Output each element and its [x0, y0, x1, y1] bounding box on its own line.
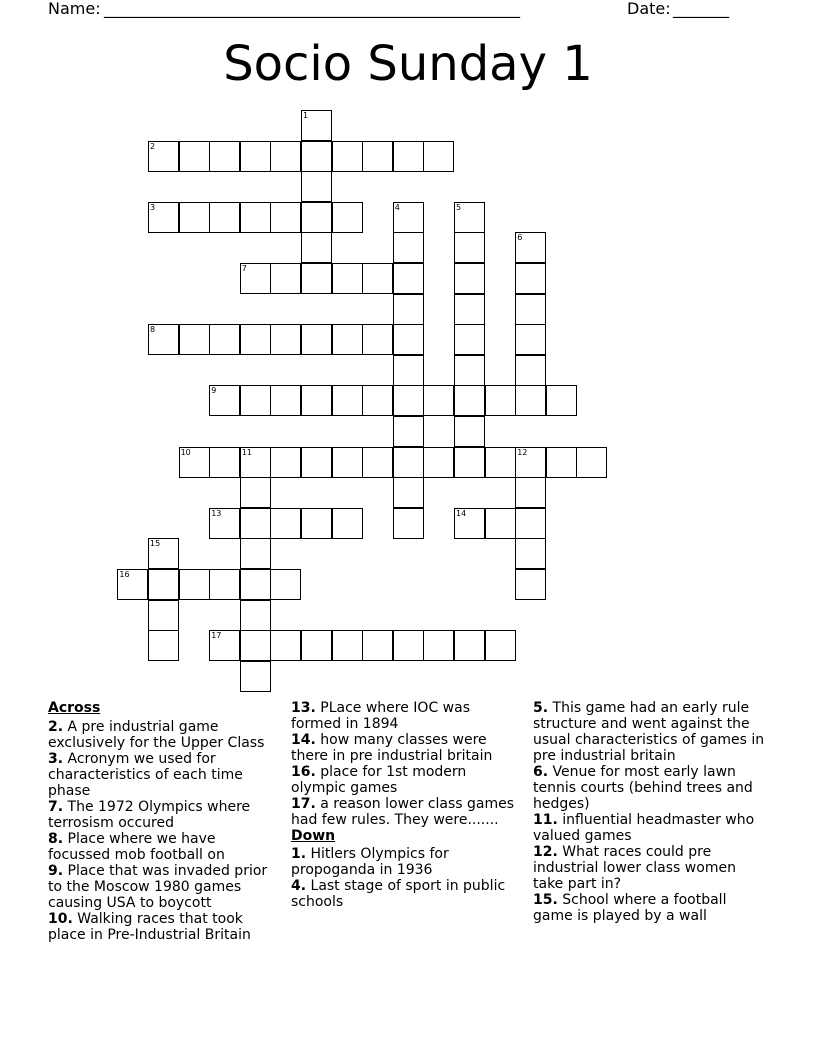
grid-cell[interactable] [301, 110, 332, 141]
grid-cell[interactable] [515, 355, 546, 386]
clue-item-number: 3. [48, 751, 64, 767]
date-field[interactable]: _______ [673, 0, 729, 18]
clue-item-text: influential headmaster who valued games [533, 812, 755, 844]
grid-cell[interactable] [301, 141, 332, 172]
grid-cell[interactable] [423, 141, 454, 172]
grid-cell[interactable] [515, 232, 546, 263]
clue-item-number: 6. [533, 764, 549, 780]
clue-item [533, 764, 768, 812]
clue-item-text: A pre industrial game exclusively for the Upper Class [48, 719, 265, 751]
grid-cell[interactable] [301, 232, 332, 263]
grid-cell[interactable] [301, 630, 332, 661]
grid-cell[interactable] [362, 630, 393, 661]
clue-item-text: place for 1st modern olympic games [291, 764, 467, 796]
grid-cell[interactable] [209, 569, 240, 600]
clue-item-number: 11. [533, 812, 558, 828]
grid-cell[interactable] [240, 600, 271, 631]
grid-cell[interactable] [362, 385, 393, 416]
clue-item [533, 812, 768, 844]
grid-cell[interactable] [148, 569, 179, 600]
grid-cell[interactable] [515, 508, 546, 539]
clue-number: 8 [150, 325, 156, 335]
grid-cell[interactable] [393, 232, 424, 263]
clue-number: 13 [211, 508, 222, 518]
grid-cell[interactable] [393, 385, 424, 416]
grid-cell[interactable] [515, 294, 546, 325]
grid-cell[interactable] [179, 324, 210, 355]
clue-column-3 [533, 700, 768, 924]
grid-cell[interactable] [179, 447, 210, 478]
clue-item [291, 878, 523, 910]
grid-cell[interactable] [485, 630, 516, 661]
grid-cell[interactable] [393, 202, 424, 233]
clue-item [533, 844, 768, 892]
grid-cell[interactable] [240, 569, 271, 600]
clue-item [291, 796, 523, 828]
grid-cell[interactable] [515, 538, 546, 569]
grid-cell[interactable] [148, 141, 179, 172]
grid-cell[interactable] [454, 385, 485, 416]
clue-item-text: School where a football game is played by a wall [533, 892, 727, 924]
clue-column-2 [291, 700, 523, 910]
clue-item-number: 14. [291, 732, 316, 748]
clue-item-text: What races could pre industrial lower class women take part in? [533, 844, 736, 892]
grid-cell[interactable] [362, 263, 393, 294]
clue-item-number: 2. [48, 719, 64, 735]
grid-cell[interactable] [301, 508, 332, 539]
grid-cell[interactable] [515, 263, 546, 294]
grid-cell[interactable] [179, 141, 210, 172]
grid-cell[interactable] [362, 324, 393, 355]
grid-cell[interactable] [240, 477, 271, 508]
grid-cell[interactable] [454, 630, 485, 661]
clue-item [48, 719, 280, 751]
grid-cell[interactable] [454, 355, 485, 386]
grid-cell[interactable] [454, 324, 485, 355]
grid-cell[interactable] [485, 447, 516, 478]
clue-item-number: 17. [291, 796, 316, 812]
clue-number: 15 [150, 539, 161, 549]
grid-cell[interactable] [209, 630, 240, 661]
grid-cell[interactable] [301, 385, 332, 416]
grid-cell[interactable] [270, 202, 301, 233]
grid-cell[interactable] [148, 538, 179, 569]
clue-item [533, 700, 768, 764]
grid-cell[interactable] [209, 447, 240, 478]
grid-cell[interactable] [454, 294, 485, 325]
grid-cell[interactable] [393, 294, 424, 325]
grid-cell[interactable] [423, 385, 454, 416]
clue-item-number: 16. [291, 764, 316, 780]
clue-item [48, 831, 280, 863]
grid-cell[interactable] [240, 630, 271, 661]
grid-cell[interactable] [270, 263, 301, 294]
grid-cell[interactable] [240, 508, 271, 539]
grid-cell[interactable] [301, 263, 332, 294]
grid-cell[interactable] [454, 202, 485, 233]
grid-cell[interactable] [423, 447, 454, 478]
grid-cell[interactable] [332, 447, 363, 478]
grid-cell[interactable] [209, 385, 240, 416]
clue-item-number: 15. [533, 892, 558, 908]
grid-cell[interactable] [515, 477, 546, 508]
clue-item [291, 700, 523, 732]
clue-item-number: 5. [533, 700, 549, 716]
clue-item-text: a reason lower class games had few rules. They were....... [291, 796, 515, 828]
date-label: Date: [627, 0, 671, 18]
clue-item-text: Acronym we used for characteristics of each time phase [48, 751, 243, 799]
grid-cell[interactable] [393, 447, 424, 478]
grid-cell[interactable] [270, 447, 301, 478]
clue-item [291, 846, 523, 878]
clue-number: 3 [150, 202, 156, 212]
grid-cell[interactable] [332, 263, 363, 294]
grid-cell[interactable] [209, 202, 240, 233]
grid-cell[interactable] [362, 447, 393, 478]
grid-cell[interactable] [332, 630, 363, 661]
clue-number: 16 [119, 570, 130, 579]
grid-cell[interactable] [117, 569, 148, 600]
clue-item-text: how many classes were there in pre industrial britain [291, 732, 493, 764]
clue-number: 5 [456, 202, 462, 212]
clue-number: 9 [211, 386, 217, 396]
grid-cell[interactable] [209, 508, 240, 539]
grid-cell[interactable] [515, 324, 546, 355]
grid-cell[interactable] [485, 385, 516, 416]
grid-cell[interactable] [270, 385, 301, 416]
clue-number: 12 [517, 447, 528, 457]
grid-cell[interactable] [209, 324, 240, 355]
grid-cell[interactable] [179, 569, 210, 600]
grid-cell[interactable] [240, 447, 271, 478]
grid-cell[interactable] [515, 447, 546, 478]
grid-cell[interactable] [393, 355, 424, 386]
grid-cell[interactable] [454, 447, 485, 478]
clue-item-number: 8. [48, 831, 64, 847]
clue-item-text: Hitlers Olympics for propoganda in 1936 [291, 846, 449, 878]
clue-item-text: Walking races that took place in Pre-Industrial Britain [48, 911, 251, 943]
clue-item-text: The 1972 Olympics where terrosism occured [48, 799, 251, 831]
page-title: Socio Sunday 1 [223, 36, 593, 92]
clue-item-text: This game had an early rule structure and went against the usual characteristics of games in pre industrial britain [533, 700, 765, 764]
clue-item-number: 13. [291, 700, 316, 716]
clue-column-1 [48, 700, 280, 943]
grid-cell[interactable] [240, 538, 271, 569]
grid-cell[interactable] [393, 141, 424, 172]
grid-cell[interactable] [393, 477, 424, 508]
clue-number: 6 [517, 233, 523, 243]
grid-cell[interactable] [423, 630, 454, 661]
down-heading: Down [291, 828, 336, 844]
clue-item-number: 9. [48, 863, 64, 879]
grid-cell[interactable] [454, 416, 485, 447]
grid-cell[interactable] [301, 447, 332, 478]
grid-cell[interactable] [393, 630, 424, 661]
grid-cell[interactable] [546, 447, 577, 478]
grid-cell[interactable] [148, 600, 179, 631]
clue-item-number: 1. [291, 846, 307, 862]
grid-cell[interactable] [270, 630, 301, 661]
clue-item [48, 911, 280, 943]
grid-cell[interactable] [301, 171, 332, 202]
grid-cell[interactable] [270, 324, 301, 355]
grid-cell[interactable] [301, 202, 332, 233]
clue-number: 1 [303, 111, 309, 120]
clue-number: 7 [241, 264, 247, 273]
grid-cell[interactable] [240, 263, 271, 294]
grid-cell[interactable] [240, 324, 271, 355]
grid-cell[interactable] [393, 324, 424, 355]
grid-cell[interactable] [332, 508, 363, 539]
clue-item [48, 751, 280, 799]
grid-cell[interactable] [515, 569, 546, 600]
clue-item-text: Venue for most early lawn tennis courts (behind trees and hedges) [533, 764, 753, 812]
grid-cell[interactable] [240, 141, 271, 172]
clue-number: 11 [241, 447, 252, 457]
grid-cell[interactable] [270, 569, 301, 600]
grid-cell[interactable] [148, 324, 179, 355]
grid-cell[interactable] [576, 447, 607, 478]
grid-cell[interactable] [454, 263, 485, 294]
name-label: Name: [48, 0, 101, 18]
grid-cell[interactable] [240, 661, 271, 692]
clue-item-number: 12. [533, 844, 558, 860]
grid-cell[interactable] [454, 232, 485, 263]
clue-item-number: 4. [291, 878, 307, 894]
grid-cell[interactable] [393, 263, 424, 294]
grid-cell[interactable] [270, 141, 301, 172]
clue-item-text: Place that was invaded prior to the Moscow 1980 games causing USA to boycott [48, 863, 268, 911]
grid-cell[interactable] [332, 385, 363, 416]
clue-item [48, 799, 280, 831]
grid-cell[interactable] [148, 630, 179, 661]
clue-item-number: 10. [48, 911, 73, 927]
grid-cell[interactable] [240, 385, 271, 416]
name-field[interactable]: ____________________________________________________ [104, 0, 520, 18]
grid-cell[interactable] [240, 202, 271, 233]
grid-cell[interactable] [148, 202, 179, 233]
grid-cell[interactable] [546, 385, 577, 416]
clue-item [48, 863, 280, 911]
grid-cell[interactable] [179, 202, 210, 233]
clue-number: 14 [456, 508, 467, 518]
clue-item [291, 764, 523, 796]
grid-cell[interactable] [454, 508, 485, 539]
grid-cell[interactable] [393, 508, 424, 539]
grid-cell[interactable] [301, 324, 332, 355]
grid-cell[interactable] [332, 324, 363, 355]
grid-cell[interactable] [362, 141, 393, 172]
across-heading: Across [48, 700, 101, 716]
grid-cell[interactable] [209, 141, 240, 172]
grid-cell[interactable] [332, 202, 363, 233]
clue-number: 4 [394, 202, 400, 212]
clue-number: 2 [150, 141, 156, 151]
grid-cell[interactable] [270, 508, 301, 539]
clue-item-number: 7. [48, 799, 64, 815]
clue-number: 17 [211, 631, 222, 641]
grid-cell[interactable] [515, 385, 546, 416]
grid-cell[interactable] [485, 508, 516, 539]
clue-number: 10 [180, 447, 191, 457]
clue-item-text: Last stage of sport in public schools [291, 878, 506, 910]
clue-item-text: PLace where IOC was formed in 1894 [291, 700, 470, 732]
grid-cell[interactable] [393, 416, 424, 447]
clue-item [291, 732, 523, 764]
clue-item [533, 892, 768, 924]
grid-cell[interactable] [332, 141, 363, 172]
clue-item-text: Place where we have focussed mob football on [48, 831, 225, 863]
